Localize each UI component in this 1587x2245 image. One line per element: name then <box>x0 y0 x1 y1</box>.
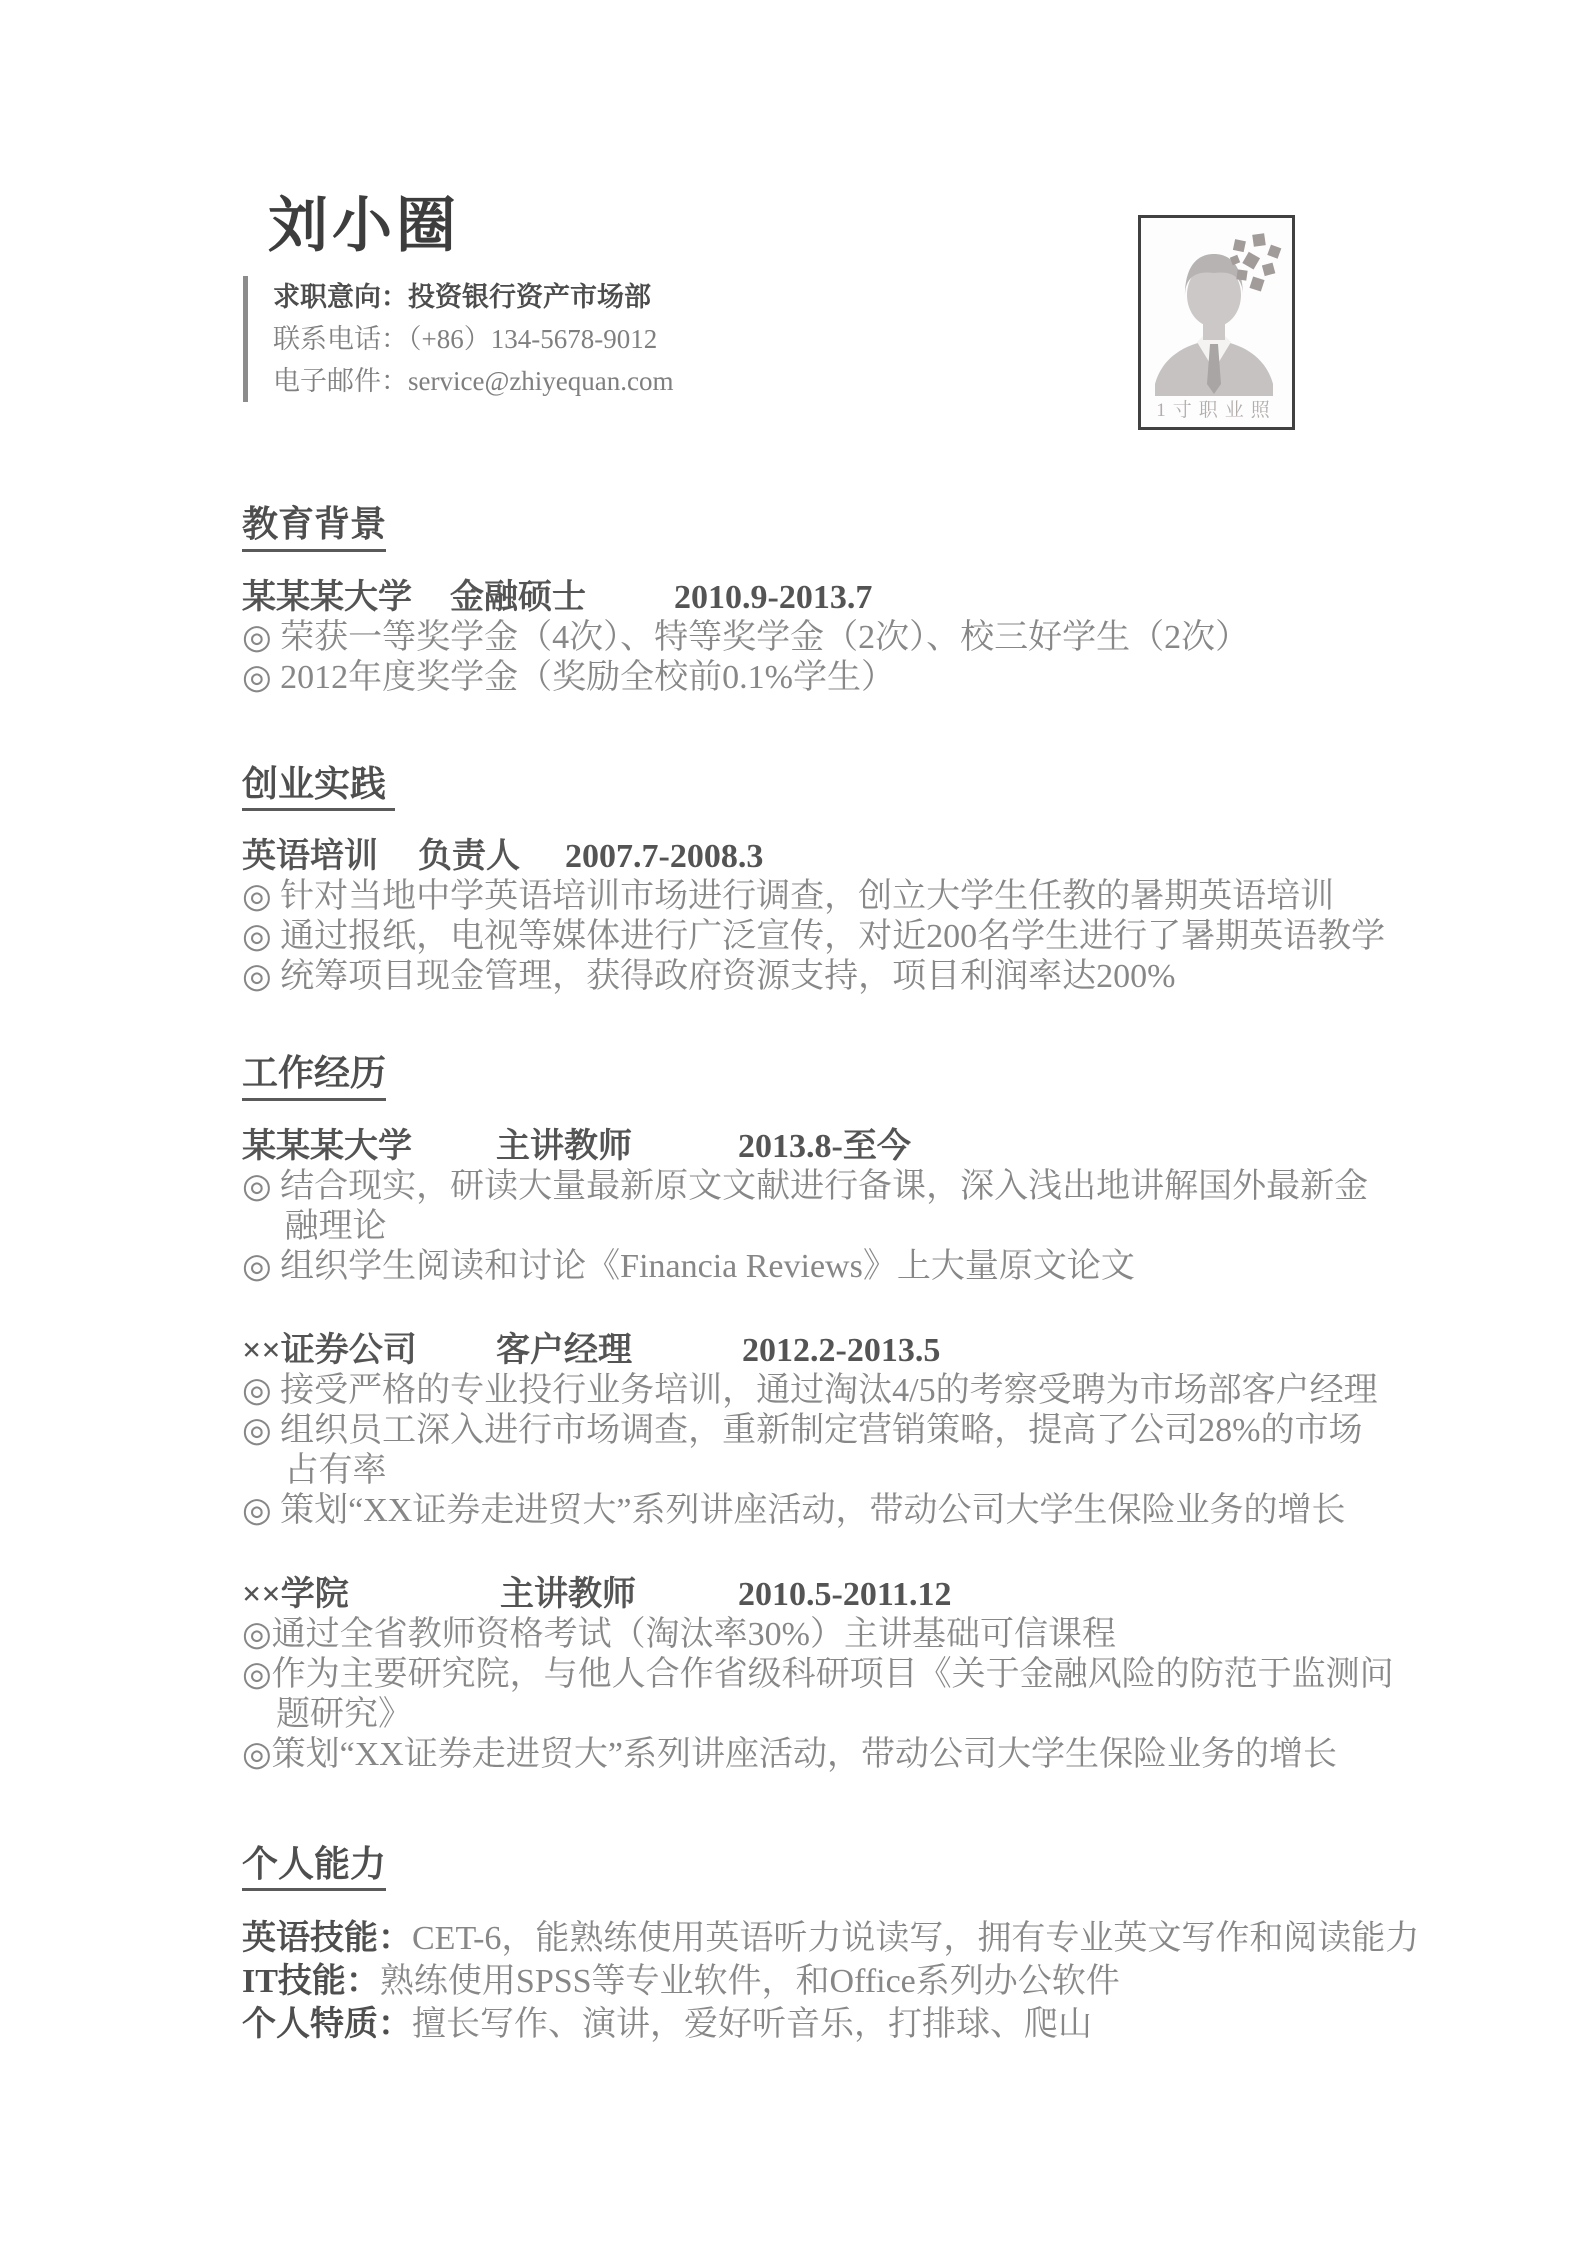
objective-line <box>273 276 674 318</box>
ability-label: 英语技能： <box>242 1920 412 1958</box>
resume-body <box>242 504 1420 2046</box>
entry-role: 主讲教师 <box>496 1127 632 1165</box>
bullet-line: ◎ 荣获一等奖学金（4次）、特等奖学金（2次）、校三好学生（2次） <box>242 618 1250 656</box>
work-title: 工作经历 <box>242 1054 386 1101</box>
ability-label: IT技能： <box>242 1963 380 2001</box>
phone-label: 联系电话： <box>273 324 408 354</box>
entry-company: ××学院 <box>242 1575 349 1613</box>
email-line <box>273 360 674 402</box>
ability-row-english <box>242 1917 1420 1960</box>
bullet-line: 融理论 <box>242 1207 387 1245</box>
photo-frame <box>1138 215 1295 430</box>
bullet-line: 题研究》 <box>242 1695 412 1733</box>
objective-value: 投资银行资产市场部 <box>408 282 651 312</box>
entry-role: 金融硕士 <box>450 578 586 616</box>
job-block-securities <box>242 1331 1378 1531</box>
entry-period: 2013.8-至今 <box>738 1127 911 1165</box>
entry-period: 2012.2-2013.5 <box>742 1331 941 1369</box>
job-entry-row <box>242 1127 1372 1167</box>
bullet-line: ◎通过全省教师资格考试（淘汰率30%）主讲基础可信课程 <box>242 1615 1116 1653</box>
bullet-line: ◎ 针对当地中学英语培训市场进行调查，创立大学生任教的暑期英语培训 <box>242 878 1335 916</box>
phone-value: （+86）134-5678-9012 <box>408 324 658 354</box>
bullet-line: ◎策划“XX证券走进贸大”系列讲座活动，带动公司大学生保险业务的增长 <box>242 1735 1337 1773</box>
bullet-line: ◎作为主要研究院，与他人合作省级科研项目《关于金融风险的防范于监测问 <box>242 1655 1394 1693</box>
entry-period: 2007.7-2008.3 <box>565 838 764 876</box>
bullet-line: ◎ 2012年度奖学金（奖励全校前0.1%学生） <box>242 658 895 696</box>
job-entry-row <box>242 1575 1372 1615</box>
candidate-name: 刘小圈 <box>268 193 460 259</box>
education-entry-row <box>242 578 1372 618</box>
bullet-line: ◎ 策划“XX证券走进贸大”系列讲座活动，带动公司大学生保险业务的增长 <box>242 1491 1346 1529</box>
email-value: service@zhiyequan.com <box>408 366 674 396</box>
entry-period: 2010.9-2013.7 <box>674 578 873 616</box>
bullet-line: ◎ 通过报纸，电视等媒体进行广泛宣传，对近200名学生进行了暑期英语教学 <box>242 918 1386 956</box>
entry-company: 某某某大学 <box>242 1127 412 1165</box>
ability-text: 擅长写作、演讲，爱好听音乐，打排球、爬山 <box>412 2006 1092 2044</box>
section-ability <box>242 1843 1420 2047</box>
bullet-line: 占有率 <box>242 1451 387 1489</box>
ability-title: 个人能力 <box>242 1845 386 1892</box>
entry-role: 主讲教师 <box>500 1575 636 1613</box>
section-startup <box>242 763 1386 998</box>
ability-label: 个人特质： <box>242 2006 412 2044</box>
entry-company: 英语培训 <box>242 838 378 876</box>
entry-role: 客户经理 <box>496 1331 632 1369</box>
startup-title: 创业实践 <box>242 765 395 812</box>
entry-role: 负责人 <box>418 838 520 876</box>
section-work <box>242 1053 1394 1775</box>
bullet-line: ◎ 组织学生阅读和讨论《Financia Reviews》上大量原文论文 <box>242 1247 1135 1285</box>
section-education <box>242 505 1372 698</box>
ability-text: CET-6，能熟练使用英语听力说读写，拥有专业英文写作和阅读能力 <box>412 1920 1420 1958</box>
ability-row-it <box>242 1960 1372 2003</box>
phone-line <box>273 318 674 360</box>
entry-period: 2010.5-2011.12 <box>738 1575 952 1613</box>
bullet-line: ◎ 结合现实，研读大量最新原文文献进行备课，深入浅出地讲解国外最新金 <box>242 1167 1369 1205</box>
objective-label: 求职意向： <box>273 282 408 312</box>
startup-entry-row <box>242 837 1372 877</box>
bullet-line: ◎ 组织员工深入进行市场调查，重新制定营销策略，提高了公司28%的市场 <box>242 1411 1363 1449</box>
bullet-line: ◎ 接受严格的专业投行业务培训，通过淘汰4/5的考察受聘为市场部客户经理 <box>242 1371 1378 1409</box>
entry-company: 某某某大学 <box>242 578 412 616</box>
job-block-university <box>242 1127 1372 1287</box>
ability-row-traits <box>242 2003 1372 2046</box>
bullet-line: ◎ 统筹项目现金管理，获得政府资源支持，项目利润率达200% <box>242 958 1176 996</box>
header-contact-block <box>243 276 674 402</box>
entry-company: ××证券公司 <box>242 1331 417 1369</box>
job-block-college <box>242 1575 1394 1775</box>
education-title: 教育背景 <box>242 505 386 552</box>
email-label: 电子邮件： <box>273 366 408 396</box>
ability-text: 熟练使用SPSS等专业软件，和Office系列办公软件 <box>379 1963 1120 2001</box>
photo-caption: 1寸职业照 <box>1156 400 1277 421</box>
job-entry-row <box>242 1331 1372 1371</box>
